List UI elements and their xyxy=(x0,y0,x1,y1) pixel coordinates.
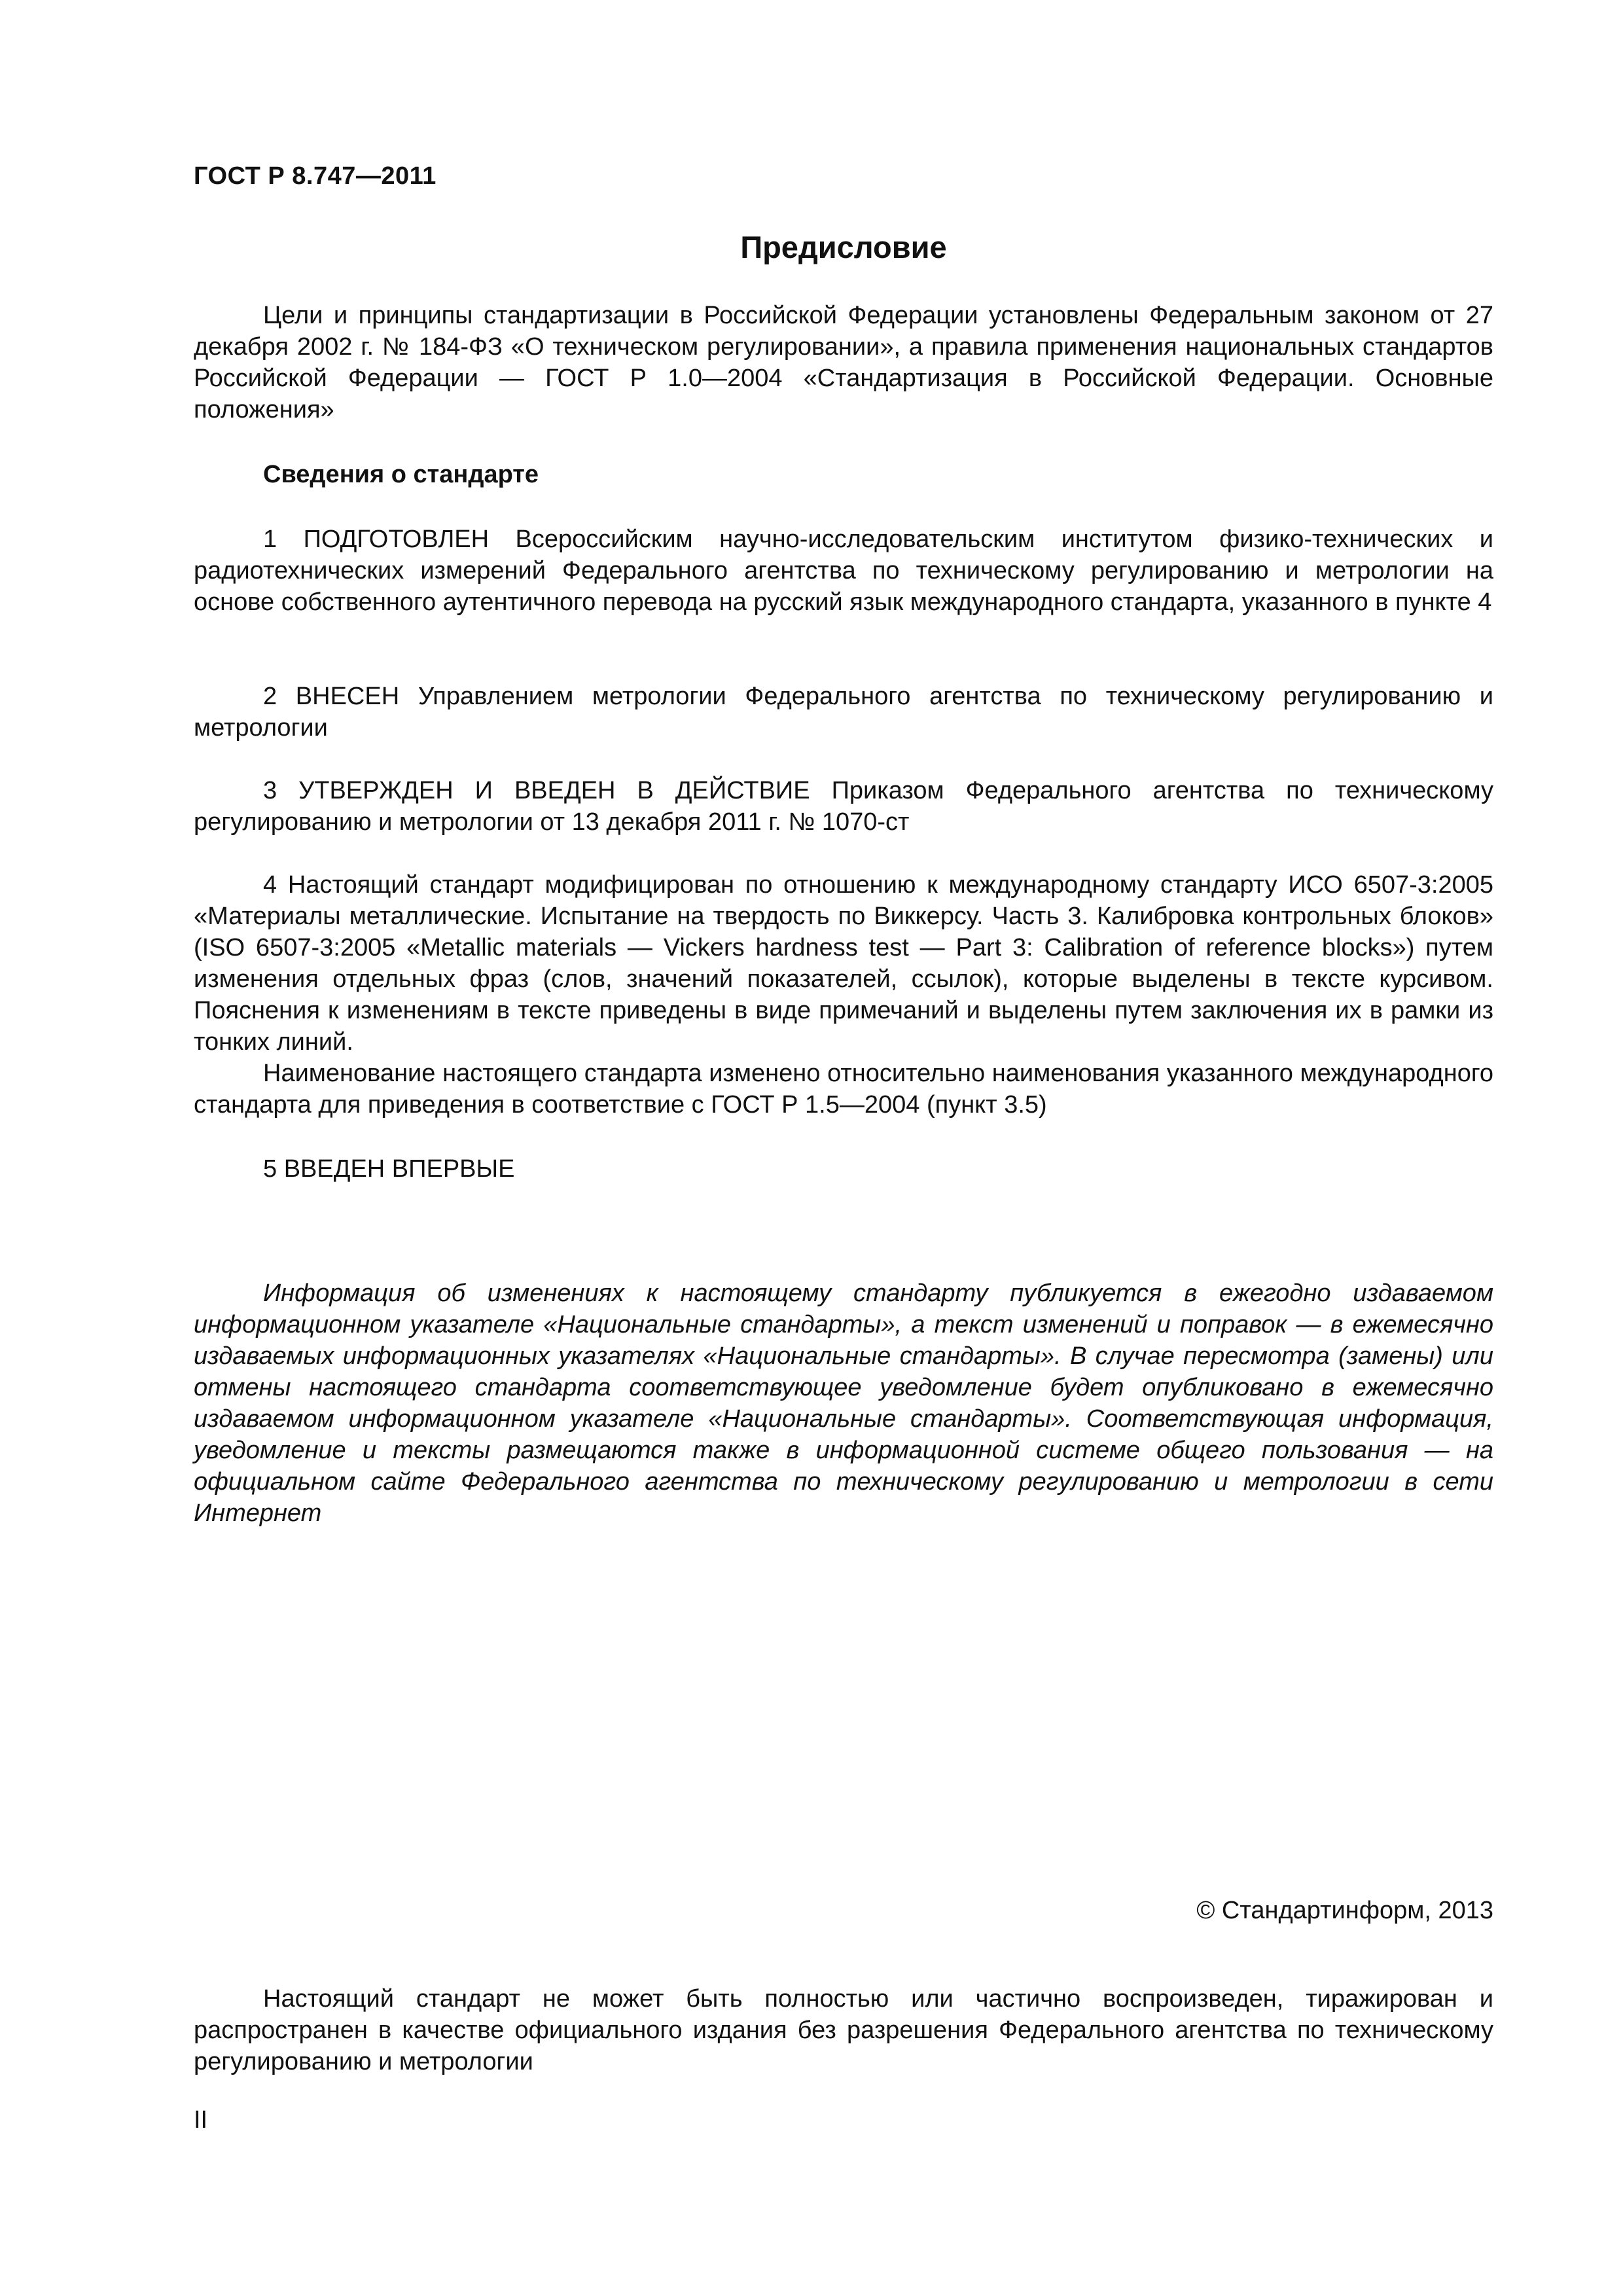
info-item-text: 1 ПОДГОТОВЛЕН Всероссийским научно-исследовательским институтом физико-технических и радиотехнических измерений Федерального агентства по техническому регулированию и метрологии на основе собственного аутентичного перевода на русский язык международного стандарта, указанного в пункте 4 xyxy=(194,526,1493,616)
info-item-text: 3 УТВЕРЖДЕН И ВВЕДЕН В ДЕЙСТВИЕ Приказом Федерального агентства по техническому регулированию и метрологии от 13 декабря 2011 г. № 1070-ст xyxy=(194,777,1493,836)
info-item-3 xyxy=(194,775,1493,838)
copyright-line: © Стандартинформ, 2013 xyxy=(1196,1897,1493,1924)
standard-code-header: ГОСТ Р 8.747—2011 xyxy=(194,162,437,190)
standard-info-heading: Сведения о стандарте xyxy=(263,461,539,488)
changes-information-text: Информация об изменениях к настоящему стандарту публикуется в ежегодно издаваемом информационном указателе «Национальные стандарты», а текст изменений и поправок — в ежемесячно издаваемых информационных указателях «Национальные стандарты». В случае пересмотра (замены) или отмены настоящего стандарта соответствующее уведомление будет опубликовано в ежемесячно издаваемом информационном указателе «Национальные стандарты». Соответствующая информация, уведомление и тексты размещаются также в информационной системе общего пользования — на официальном сайте Федерального агентства по техническому регулированию и метрологии в сети Интернет xyxy=(194,1280,1493,1527)
intro-text: Цели и принципы стандартизации в Российской Федерации установлены Федеральным законом от 27 декабря 2002 г. № 184-ФЗ «О техническом регулировании», а правила применения национальных стандартов Российской Федерации — ГОСТ Р 1.0—2004 «Стандартизация в Российской Федерации. Основные положения» xyxy=(194,302,1493,423)
page-title: Предисловие xyxy=(740,230,947,264)
info-item-note: Наименование настоящего стандарта изменено относительно наименования указанного международного стандарта для приведения в соответствие с ГОСТ Р 1.5—2004 (пункт 3.5) xyxy=(194,1060,1493,1119)
info-item-text: 4 Настоящий стандарт модифицирован по отношению к международному стандарту ИСО 6507-3:2005 «Материалы металлические. Испытание на твердость по Виккерсу. Часть 3. Калибровка контрольных блоков» (ISO 6507-3:2005 «Metallic materials — Vickers hardness test — Part 3: Calibration of reference blocks») путем изменения отдельных фраз (слов, значений показателей, ссылок), которые выделены в тексте курсивом. Пояснения к изменениям в тексте приведены в виде примечаний и выделены путем заключения их в рамки из тонких линий. xyxy=(194,871,1493,1056)
info-item-text: 5 ВВЕДЕН ВПЕРВЫЕ xyxy=(263,1155,515,1183)
changes-information-notice xyxy=(194,1278,1493,1529)
info-item-2 xyxy=(194,681,1493,744)
info-item-1 xyxy=(194,524,1493,618)
info-item-5 xyxy=(194,1153,1493,1185)
page-number: II xyxy=(194,2106,208,2134)
info-item-4 xyxy=(194,869,1493,1121)
reproduction-notice xyxy=(194,1983,1493,2077)
reproduction-notice-text: Настоящий стандарт не может быть полностью или частично воспроизведен, тиражирован и распространен в качестве официального издания без разрешения Федерального агентства по техническому регулированию и метрологии xyxy=(194,1985,1493,2075)
intro-paragraph xyxy=(194,300,1493,425)
info-item-text: 2 ВНЕСЕН Управлением метрологии Федерального агентства по техническому регулированию и метрологии xyxy=(194,683,1493,742)
